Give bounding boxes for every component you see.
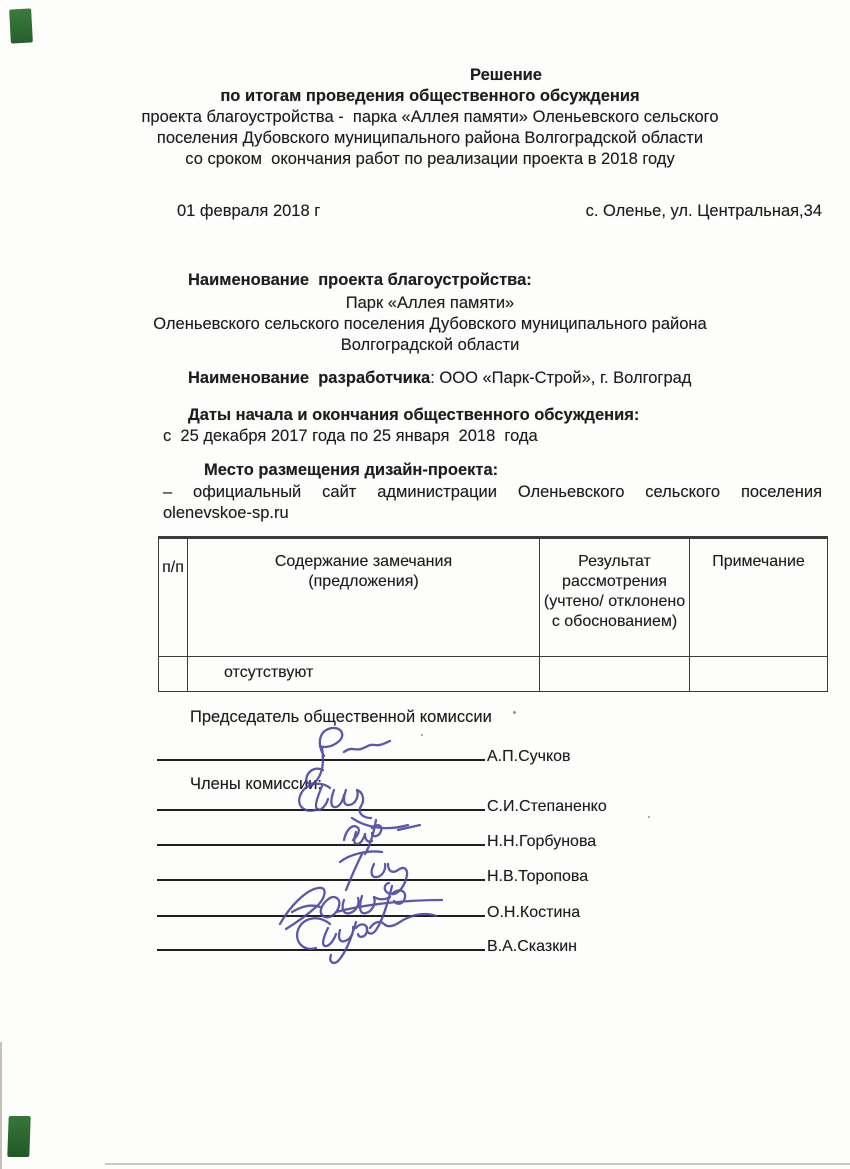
- title-line-1: Решение: [470, 66, 542, 84]
- document-place: с. Оленье, ул. Центральная,34: [585, 202, 822, 220]
- title-line-5: со сроком окончания работ по реализации проекта в 2018 году: [185, 150, 675, 168]
- signer-name: В.А.Сказкин: [487, 938, 577, 955]
- discussion-dates-label: Даты начала и окончания общественного обсуждения:: [188, 406, 640, 424]
- signer-name: С.И.Степаненко: [487, 798, 607, 815]
- signature-row-chair: [157, 739, 717, 765]
- green-stamp-top-icon: [9, 8, 33, 43]
- signature-line: [157, 737, 485, 761]
- signature-row-member: [157, 895, 717, 921]
- table-row-pp: [159, 657, 187, 691]
- signature-row-member: [157, 789, 717, 815]
- placement-site-line: – официальный сайт администрации Оленьевского сельского поселения: [163, 483, 822, 501]
- signer-name: А.П.Сучков: [487, 748, 571, 765]
- project-name-line-1: Парк «Аллея памяти»: [345, 294, 515, 312]
- project-name-block: [30, 293, 830, 356]
- discussion-dates-value: с 25 декабря 2017 года по 25 января 2018 года: [163, 427, 538, 445]
- title-line-4: поселения Дубовского муниципального района Волгоградской области: [156, 129, 704, 147]
- project-name-label: Наименование проекта благоустройства:: [188, 271, 532, 289]
- signature-line: [157, 893, 485, 917]
- scan-speck: [648, 816, 650, 818]
- scan-edge-line: [105, 1163, 850, 1165]
- signature-line: [157, 927, 485, 951]
- developer-value: : ООО «Парк-Строй», г. Волгоград: [430, 369, 692, 387]
- signature-row-member: [157, 859, 717, 885]
- signature-line: [157, 857, 485, 881]
- signer-name: О.Н.Костина: [487, 904, 581, 921]
- signature-row-member: [157, 824, 717, 850]
- placement-label: Место размещения дизайн-проекта:: [204, 461, 499, 479]
- title-line-2: по итогам проведения общественного обсуждения: [220, 87, 640, 105]
- table-header-note: Примечание: [689, 539, 827, 657]
- project-name-line-2: Оленьевского сельского поселения Дубовского муниципального района: [153, 315, 707, 333]
- table-header-content: Содержание замечания (предложения): [187, 539, 539, 657]
- signature-row-member: [157, 929, 717, 955]
- signature-line: [157, 822, 485, 846]
- table-row-content: отсутствуют: [187, 657, 539, 691]
- placement-site-url: olenevskoe-sp.ru: [163, 504, 289, 522]
- chair-label: Председатель общественной комиссии: [190, 708, 492, 726]
- table-row-result: [539, 657, 689, 691]
- green-stamp-bottom-icon: [7, 1116, 30, 1157]
- signature-line: [157, 787, 485, 811]
- dateline: [0, 202, 850, 224]
- signer-name: Н.В.Торопова: [487, 868, 589, 885]
- scan-speck: [513, 711, 516, 714]
- table-header-pp: п/п: [159, 539, 187, 657]
- scan-edge-line: [0, 1042, 2, 1169]
- table-header-result: Результат рассмотрения (учтено/ отклонено с обоснованием): [539, 539, 689, 657]
- developer-line: [188, 369, 691, 388]
- signer-name: Н.Н.Горбунова: [487, 833, 597, 850]
- scan-speck: [421, 734, 423, 736]
- document-title-block: [30, 65, 830, 170]
- table-row-note: [689, 657, 827, 691]
- project-name-line-3: Волгоградской области: [340, 336, 520, 354]
- title-line-3: проекта благоустройства - парка «Аллея памяти» Оленьевского сельского: [141, 108, 719, 126]
- developer-label: Наименование разработчика: [188, 369, 431, 387]
- members-label: Члены комиссии:: [190, 775, 323, 793]
- document-date: 01 февраля 2018 г: [177, 202, 321, 220]
- remarks-table: [158, 536, 828, 692]
